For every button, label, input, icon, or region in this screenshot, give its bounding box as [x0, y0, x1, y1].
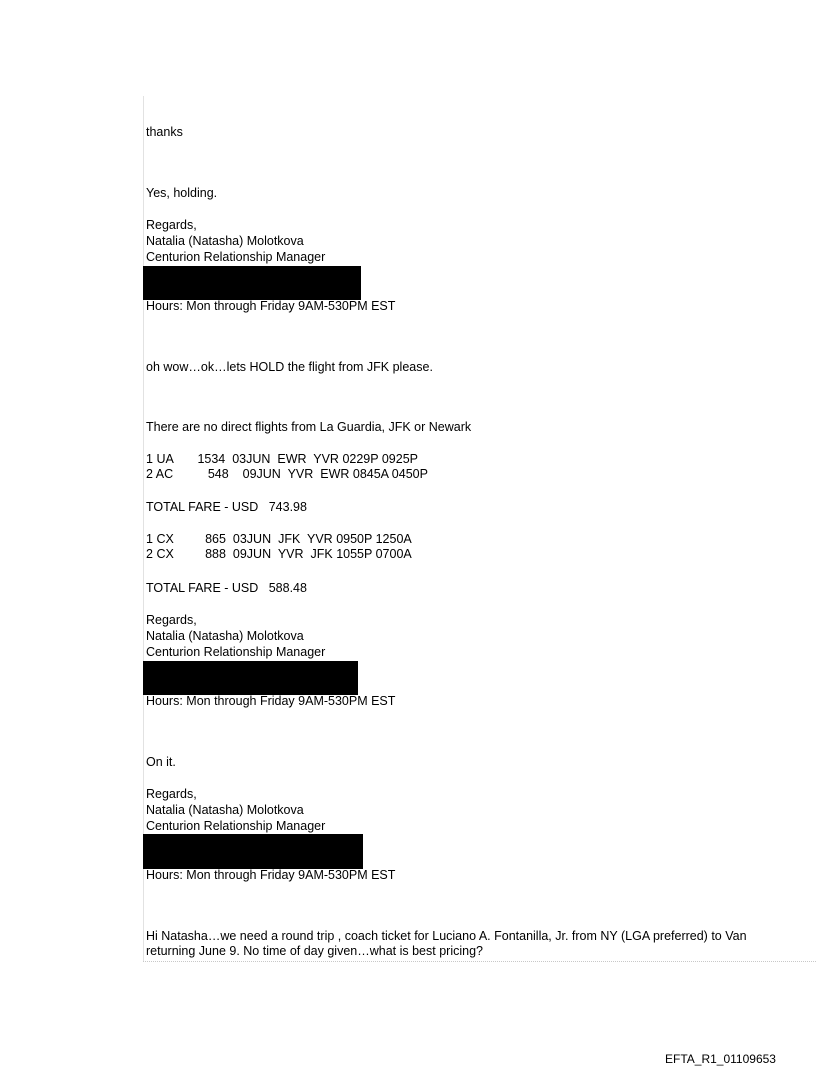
total-fare-row [146, 581, 307, 596]
leg-number: 1 [146, 452, 153, 466]
signature-hours: Hours: Mon through Friday 9AM-530PM EST [146, 299, 396, 313]
document-id: EFTA_R1_01109653 [665, 1052, 776, 1066]
itinerary-row [146, 452, 418, 467]
signature-name: Natalia (Natasha) Molotkova [146, 234, 304, 248]
flight-times: 0845A 0450P [352, 467, 428, 481]
message-request-line: Hi Natasha…we need a round trip , coach ticket for Luciano A. Fontanilla, Jr. from NY (LGA preferred) to Van [146, 929, 747, 943]
carrier: CX [156, 547, 174, 561]
signature-name: Natalia (Natasha) Molotkova [146, 629, 304, 643]
total-fare-label: TOTAL FARE - USD [146, 581, 259, 595]
flight-times: 0229P 0925P [342, 452, 418, 466]
message-no-direct: There are no direct flights from La Guardia, JFK or Newark [146, 420, 472, 434]
carrier: AC [155, 467, 174, 481]
flight-date: 03JUN [232, 452, 271, 466]
message-thanks: thanks [146, 125, 183, 139]
leg-number: 2 [146, 467, 153, 481]
carrier: CX [156, 532, 174, 546]
signature-title: Centurion Relationship Manager [146, 645, 326, 659]
total-fare-amount: 743.98 [268, 500, 307, 514]
flight-route: JFK YVR [278, 532, 333, 546]
redaction-box [143, 266, 361, 300]
message-hold-jfk: oh wow…ok…lets HOLD the flight from JFK please. [146, 360, 433, 374]
itinerary-row [146, 532, 412, 547]
total-fare-label: TOTAL FARE - USD [146, 500, 259, 514]
flight-route: YVR JFK [277, 547, 333, 561]
flight-date: 09JUN [232, 547, 272, 561]
signature-regards: Regards, [146, 787, 197, 801]
flight-route: EWR YVR [277, 452, 339, 466]
carrier: UA [156, 452, 174, 466]
itinerary-row [146, 467, 428, 482]
message-on-it: On it. [146, 755, 176, 769]
flight-number: 548 [207, 467, 229, 481]
message-request-line: returning June 9. No time of day given…what is best pricing? [146, 944, 483, 958]
flight-number: 1534 [197, 452, 226, 466]
flight-times: 0950P 1250A [336, 532, 412, 546]
flight-route: YVR EWR [287, 467, 350, 481]
signature-title: Centurion Relationship Manager [146, 819, 326, 833]
flight-times: 1055P 0700A [336, 547, 412, 561]
message-yes-holding: Yes, holding. [146, 186, 218, 200]
flight-date: 03JUN [232, 532, 272, 546]
redaction-box [143, 834, 363, 869]
leg-number: 1 [146, 532, 153, 546]
flight-date: 09JUN [242, 467, 281, 481]
total-fare-amount: 588.48 [268, 581, 307, 595]
signature-hours: Hours: Mon through Friday 9AM-530PM EST [146, 694, 396, 708]
signature-regards: Regards, [146, 218, 197, 232]
bottom-divider [143, 961, 816, 962]
flight-number: 865 [205, 532, 226, 546]
leg-number: 2 [146, 547, 153, 561]
redaction-box [143, 661, 358, 695]
total-fare-row [146, 500, 307, 515]
left-margin-rule [143, 96, 144, 962]
flight-number: 888 [205, 547, 226, 561]
signature-hours: Hours: Mon through Friday 9AM-530PM EST [146, 868, 396, 882]
signature-name: Natalia (Natasha) Molotkova [146, 803, 304, 817]
signature-regards: Regards, [146, 613, 197, 627]
itinerary-row [146, 547, 412, 562]
signature-title: Centurion Relationship Manager [146, 250, 326, 264]
